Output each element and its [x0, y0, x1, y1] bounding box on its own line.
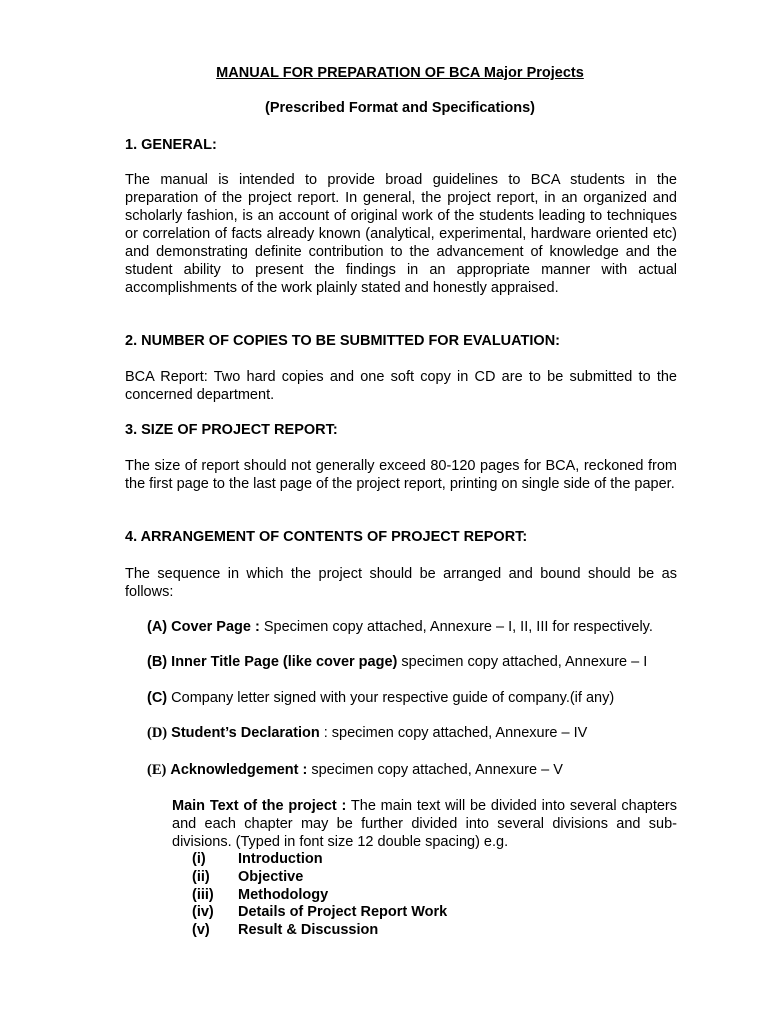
chapter-name: Methodology	[238, 886, 329, 903]
chapter-list-item	[192, 922, 447, 940]
section-body-arrangement: The sequence in which the project should be arranged and bound should be as follows:	[125, 566, 677, 600]
contents-item-marker: (A)	[147, 619, 168, 635]
contents-item-text: Company letter signed with your respective guide of company.(if any)	[167, 690, 615, 706]
chapter-number: (i)	[192, 851, 206, 867]
chapter-list-item	[192, 869, 447, 887]
document-subtitle: (Prescribed Format and Specifications)	[265, 100, 535, 116]
contents-item-marker: (E)	[147, 762, 167, 778]
chapter-number: (iii)	[192, 886, 214, 903]
chapter-number: (v)	[192, 922, 210, 939]
contents-item-label: Acknowledgement :	[170, 762, 308, 778]
contents-item-label: Inner Title Page (like cover page)	[171, 654, 398, 670]
contents-item	[147, 762, 563, 779]
chapter-name: Introduction	[238, 851, 323, 867]
chapter-list-item	[192, 887, 447, 905]
section-heading-general: 1. GENERAL:	[125, 137, 217, 153]
contents-item	[147, 725, 587, 742]
contents-item-text: : specimen copy attached, Annexure – IV	[319, 725, 588, 741]
section-body-copies: BCA Report: Two hard copies and one soft copy in CD are to be submitted to the concerned department.	[125, 369, 677, 403]
section-body-size: The size of report should not generally exceed 80-120 pages for BCA, reckoned from the first page to the last page of the project report, printing on single side of the paper.	[125, 458, 677, 492]
section-heading-arrangement: 4. ARRANGEMENT OF CONTENTS OF PROJECT REPORT:	[125, 529, 528, 545]
contents-item-text: Specimen copy attached, Annexure – I, II, III for respectively.	[259, 619, 653, 635]
chapter-name: Objective	[238, 868, 304, 885]
main-text-label: Main Text of the project :	[172, 798, 347, 814]
main-text-paragraph	[172, 797, 677, 851]
section-heading-copies: 2. NUMBER OF COPIES TO BE SUBMITTED FOR EVALUATION:	[125, 333, 561, 349]
chapter-name: Details of Project Report Work	[238, 904, 448, 921]
contents-item	[147, 619, 653, 635]
contents-item	[147, 690, 614, 706]
contents-item-text: specimen copy attached, Annexure – I	[397, 654, 648, 670]
chapter-list	[192, 851, 447, 940]
contents-item-label: Student’s Declaration	[171, 725, 320, 741]
chapter-list-item	[192, 904, 447, 922]
contents-item-marker: (C)	[147, 690, 168, 706]
contents-item-marker: (B)	[147, 654, 168, 670]
contents-item-label: Cover Page :	[171, 619, 260, 635]
chapter-name: Result & Discussion	[238, 922, 379, 939]
section-heading-size: 3. SIZE OF PROJECT REPORT:	[125, 422, 338, 438]
chapter-number: (ii)	[192, 868, 210, 885]
contents-item	[147, 654, 647, 670]
chapter-list-item	[192, 851, 447, 869]
document-title: MANUAL FOR PREPARATION OF BCA Major Projects	[216, 65, 584, 81]
main-text-body: The main text will be divided into several chapters and each chapter may be further divided into several divisions and sub-divisions. (Typed in font size 12 double spacing) e.g.	[172, 798, 677, 850]
contents-item-text: specimen copy attached, Annexure – V	[307, 762, 563, 778]
contents-item-marker: (D)	[147, 725, 168, 741]
chapter-number: (iv)	[192, 904, 214, 921]
section-body-general: The manual is intended to provide broad guidelines to BCA students in the preparation of the project report. In general, the project report, in an organized and scholarly fashion, is an account of original work of the students leading to techniques or correlation of facts already known (analytical, experimental, hardware oriented etc) and demonstrating definite contribution to the advancement of knowledge and the student ability to present the findings in an appropriate manner with actual accomplishments of the work plainly stated and honestly appraised.	[125, 172, 677, 296]
